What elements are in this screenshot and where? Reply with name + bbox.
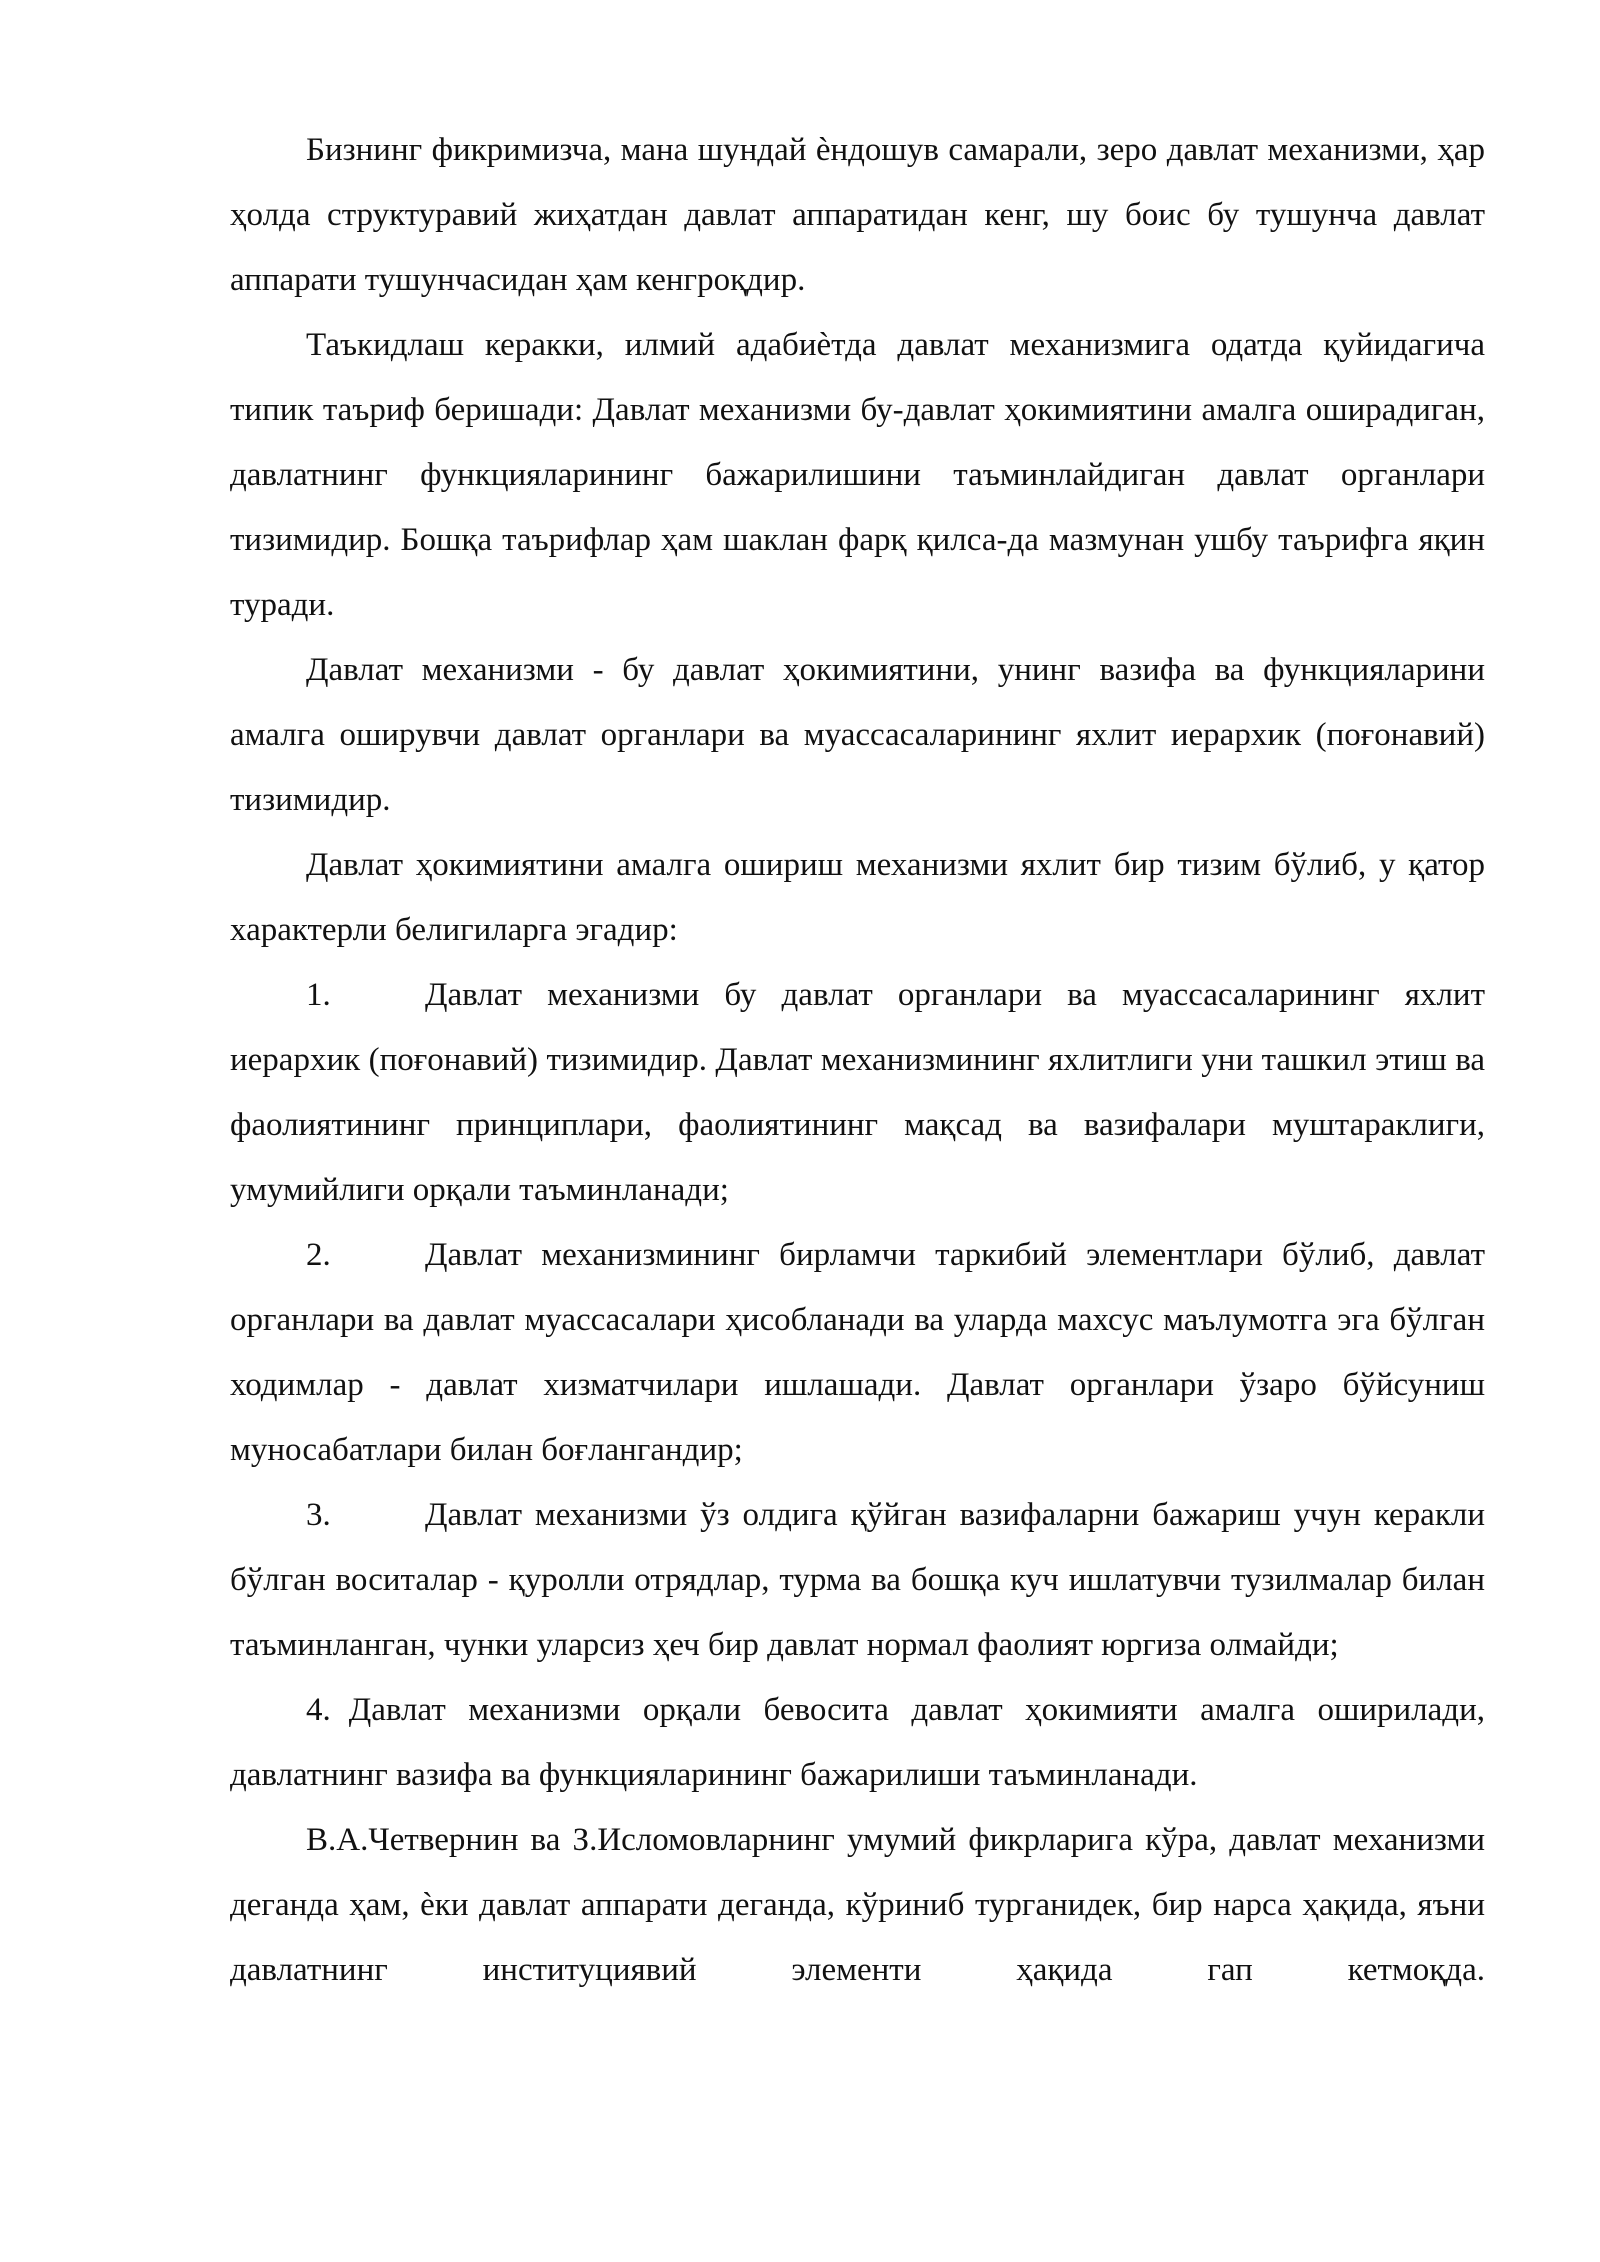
list-item-1 [230, 963, 1485, 1223]
list-item-text: Давлат механизми бу давлат органлари ва муассасаларининг яхлит иерархик (поғонавий) тизимидир. Давлат механизмининг яхлитлиги уни ташкил этиш ва фаолиятининг принциплари, фаолиятининг мақсад ва вазифалари муштараклиги, умумийлиги орқали таъминланади; [230, 977, 1485, 1208]
list-item-number: 2. [306, 1237, 331, 1273]
list-item-2 [230, 1223, 1485, 1483]
list-item-4 [230, 1678, 1485, 1808]
list-item-number: 1. [306, 977, 331, 1013]
paragraph-4: Давлат ҳокимиятини амалга ошириш механизми яхлит бир тизим бўлиб, у қатор характерли белигиларга эгадир: [230, 847, 1485, 948]
closing-paragraph: В.А.Четвернин ва З.Исломовларнинг умумий фикрларига кўра, давлат механизми деганда ҳам, ѐки давлат аппарати деганда, кўриниб турганидек, бир нарса ҳақида, яъни давлатнинг институциявий элементи ҳақида гап кетмоқда. [230, 1822, 1485, 1988]
list-item-3 [230, 1483, 1485, 1678]
list-item-number: 3. [306, 1497, 331, 1533]
list-item-number: 4. [306, 1692, 331, 1728]
list-item-text: Давлат механизми ўз олдига қўйган вазифаларни бажариш учун керакли бўлган воситалар - қуролли отрядлар, турма ва бошқа куч ишлатувчи тузилмалар билан таъминланган, чунки уларсиз ҳеч бир давлат нормал фаолият юргиза олмайди; [230, 1497, 1485, 1663]
paragraph-2: Таъкидлаш керакки, илмий адабиѐтда давлат механизмига одатда қуйидагича типик таъриф беришади: Давлат механизми бу-давлат ҳокимиятини амалга оширадиган, давлатнинг функцияларининг бажарилишини таъминлайдиган давлат органлари тизимидир. Бошқа таърифлар ҳам шаклан фарқ қилса-да мазмунан ушбу таърифга яқин туради. [230, 327, 1485, 623]
list-item-text: Давлат механизми орқали бевосита давлат ҳокимияти амалга оширилади, давлатнинг вазифа ва функцияларининг бажарилиши таъминланади. [230, 1692, 1485, 1793]
paragraph-3: Давлат механизми - бу давлат ҳокимиятини, унинг вазифа ва функцияларини амалга оширувчи давлат органлари ва муассасаларининг яхлит иерархик (поғонавий) тизимидир. [230, 652, 1485, 818]
list-item-text: Давлат механизмининг бирламчи таркибий элементлари бўлиб, давлат органлари ва давлат муассасалари ҳисобланади ва уларда махсус маълумотга эга бўлган ходимлар - давлат хизматчилари ишлашади. Давлат органлари ўзаро бўйсуниш муносабатлари билан боғлангандир; [230, 1237, 1485, 1468]
paragraph-1: Бизнинг фикримизча, мана шундай ѐндошув самарали, зеро давлат механизми, ҳар ҳолда структуравий жиҳатдан давлат аппаратидан кенг, шу боис бу тушунча давлат аппарати тушунчасидан ҳам кенгроқдир. [230, 132, 1485, 298]
document-page [230, 118, 1485, 2003]
